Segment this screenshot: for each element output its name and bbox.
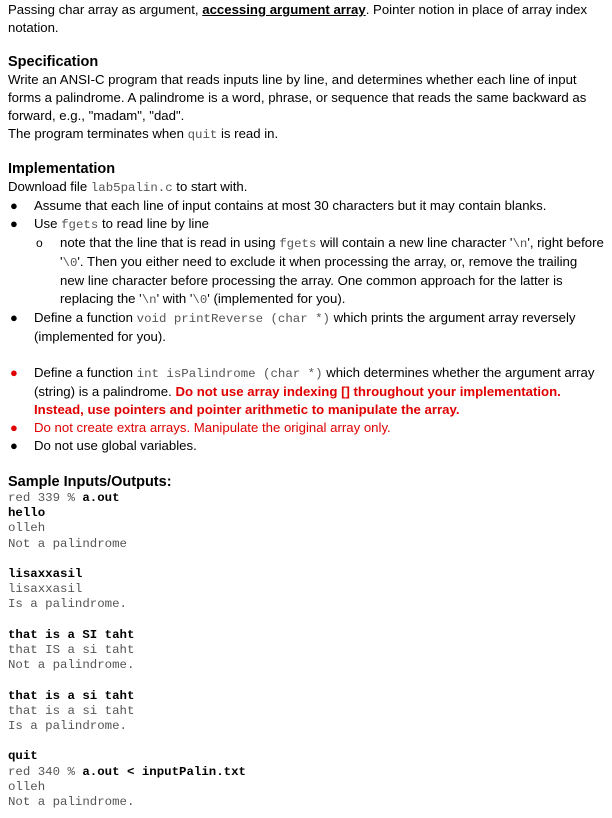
printreverse-code: void printReverse (char *) <box>136 312 330 326</box>
console-line <box>8 491 604 506</box>
requirements-list <box>8 197 604 346</box>
sub-text: note that the line that is read in using <box>60 235 280 250</box>
console-output: Is a palindrome. <box>8 719 127 733</box>
null-code: \0 <box>62 256 78 270</box>
bullet-text-end: which prints the argument array reversely (implemented for you). <box>34 310 576 344</box>
bullet-text: Use <box>34 216 62 231</box>
console-input: lisaxxasil <box>8 567 83 581</box>
specification-heading: Specification <box>8 54 99 70</box>
fgets-code: fgets <box>279 237 317 251</box>
sub-text: will contain a new line character ' <box>316 235 513 250</box>
intro-text-end: . Pointer notion in place of array index notation. <box>8 2 588 35</box>
shell-command: a.out < inputPalin.txt <box>82 764 246 779</box>
quit-code: quit <box>187 128 218 142</box>
sub-list-item <box>32 234 604 309</box>
fgets-code: fgets <box>61 218 99 232</box>
bullet-icon: ● <box>10 438 18 453</box>
bullet-text: Assume that each line of input contains at most 30 characters but it may contain blanks. <box>34 198 547 213</box>
ispalindrome-code: int isPalindrome (char *) <box>136 367 323 381</box>
shell-prompt: red 340 % <box>8 764 83 779</box>
console-output: Not a palindrome. <box>8 795 135 809</box>
bullet-text: Define a function <box>34 310 137 325</box>
bullet-icon: ● <box>10 420 18 435</box>
sub-text: ' with ' <box>156 291 193 306</box>
intro-emphasis: accessing argument array <box>202 2 366 17</box>
console-output: olleh <box>8 521 46 536</box>
download-text: Download file <box>8 179 91 194</box>
console-input: that is a si taht <box>8 688 135 703</box>
termination-text: The program terminates when <box>8 126 188 141</box>
console-output: Is a palindrome. <box>8 597 127 612</box>
intro-paragraph <box>8 1 604 37</box>
shell-prompt: red 339 % <box>8 491 83 505</box>
requirements-list-2 <box>8 364 604 455</box>
bullet-text: which determines whether the argument array (string) is a palindrome. <box>34 365 595 399</box>
console-input: hello <box>8 506 46 521</box>
document-page <box>8 0 604 810</box>
list-item <box>8 437 604 455</box>
null-code: \0 <box>192 293 208 307</box>
sub-text: ' (implemented for you). <box>207 291 346 306</box>
implementation-heading: Implementation <box>8 161 116 177</box>
console-output: olleh <box>8 779 46 794</box>
console-output: that IS a si taht <box>8 643 135 657</box>
download-text-end: to start with. <box>172 179 248 194</box>
bullet-text-end: to read line by line <box>98 216 210 231</box>
sub-text: '. Then you either need to exclude it when processing the array, or, remove the trailing new line character before processing the array. One common approach for the latter is replacing the ' <box>60 254 578 306</box>
list-item <box>8 197 604 215</box>
filename-code: lab5palin.c <box>90 181 173 195</box>
specification-paragraph: Write an ANSI-C program that reads inputs line by line, and determines whether each line of input forms a palindrome. A palindrome is a word, phrase, or sequence that reads the same backward as forward, e.g., "madam", "dad". <box>8 72 587 123</box>
newline-code: \n <box>512 237 528 251</box>
shell-command: a.out <box>82 491 120 505</box>
console-input: quit <box>8 749 38 764</box>
hollow-circle-icon: o <box>36 236 43 250</box>
download-paragraph <box>8 178 604 197</box>
bullet-text: Do not use global variables. <box>34 438 197 453</box>
console-line <box>8 765 604 780</box>
termination-paragraph <box>8 125 604 144</box>
bullet-icon: ● <box>10 198 18 213</box>
bullet-icon: ● <box>10 216 18 231</box>
list-item <box>8 419 604 437</box>
warning-text: Do not create extra arrays. Manipulate the original array only. <box>34 420 391 435</box>
intro-text: Passing char array as argument, <box>8 2 203 17</box>
sub-list <box>34 234 604 309</box>
sub-text: ', right before ' <box>60 235 604 269</box>
bullet-icon: ● <box>10 310 18 325</box>
console-output: Not a palindrome <box>8 536 127 551</box>
list-item <box>8 364 604 419</box>
console-input: that is a SI taht <box>8 627 135 642</box>
list-item <box>8 215 604 309</box>
console-output: Not a palindrome. <box>8 658 135 673</box>
bullet-text: Define a function <box>34 365 137 380</box>
termination-text-end: is read in. <box>217 126 279 141</box>
sample-console <box>8 491 604 810</box>
console-output: that is a si taht <box>8 703 135 718</box>
console-output: lisaxxasil <box>8 582 83 597</box>
newline-code: \n <box>141 293 157 307</box>
samples-heading: Sample Inputs/Outputs: <box>8 474 172 490</box>
warning-text: Do not use array indexing [] throughout your implementation. Instead, use pointers and pointer arithmetic to manipulate the array. <box>34 384 561 417</box>
list-item <box>8 309 604 346</box>
bullet-icon: ● <box>10 365 18 380</box>
